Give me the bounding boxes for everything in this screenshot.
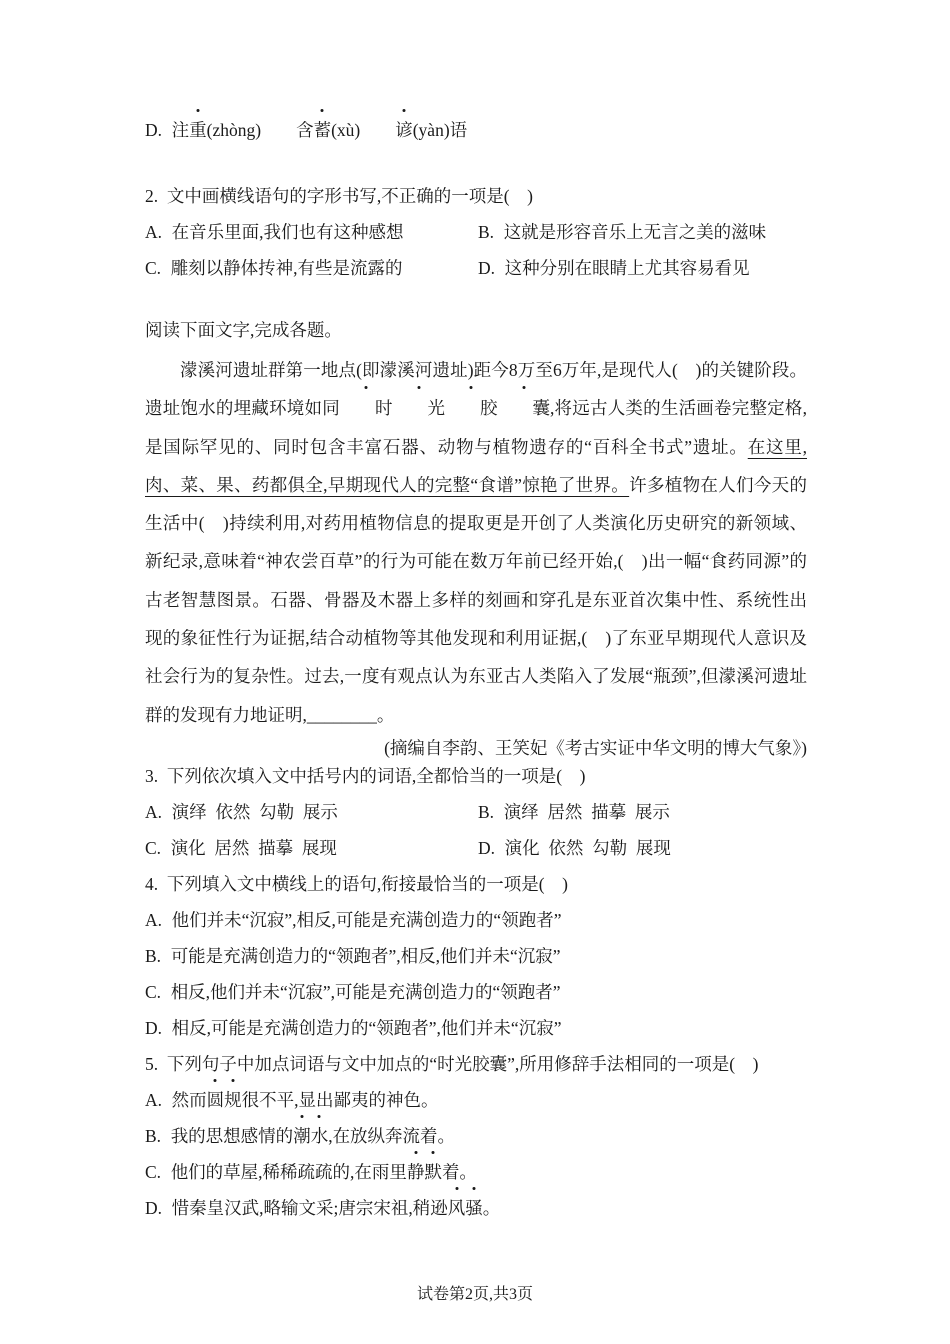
- option-label: A.: [145, 801, 163, 822]
- question-5-stem: 5. 下列句子中加点词语与文中加点的“时光胶囊”,所用修辞手法相同的一项是( ): [145, 1053, 759, 1074]
- reading-passage: 濛溪河遗址群第一地点(即濛溪河遗址)距今8万至6万年,是现代人( )的关键阶段。遗址饱水的埋藏环境如同 时 光 胶 囊,将远古人类的生活画卷完整定格,是国际罕见的、同时包含丰富石器、动物与植物遗存的“百科全书式”遗址。在这里,肉、菜、果、药都俱全,早期现代人的完整“食谱”惊艳了世界。许多植物在人们今天的生活中( )持续利用,对药用植物信息的提取更是开创了人类演化历史研究的新领域、新纪录,意味着“神农尝百草”的行为可能在数万年前已经开始,( )出一幅“食药同源”的古老智慧图景。石器、骨器及木器上多样的刻画和穿孔是东亚首次集中性、系统性出现的象征性行为证据,结合动植物等其他发现和利用证据,( )了东亚早期现代人意识及社会行为的复杂性。过去,一度有观点认为东亚古人类陷入了发展“瓶颈”,但濛溪河遗址群的发现有力地证明,________。: [145, 360, 808, 725]
- option-label: D.: [145, 1197, 163, 1218]
- question-3-option-b: [478, 794, 807, 830]
- option-text: 然而圆规很不平,显出鄙夷的神色。: [172, 1090, 439, 1110]
- option-label: D.: [478, 837, 496, 858]
- option-text: 这就是形容音乐上无言之美的滋味: [503, 222, 767, 242]
- question-2-option-c: [145, 250, 478, 286]
- question-4-stem: 4. 下列填入文中横线上的语句,衔接最恰当的一项是( ): [145, 873, 568, 894]
- question-4-option-a: [145, 902, 807, 938]
- option-label: A.: [145, 909, 163, 930]
- option-label: D.: [145, 1017, 163, 1038]
- option-text: 在音乐里面,我们也有这种感想: [171, 222, 404, 242]
- question-5-option-c: [145, 1154, 807, 1190]
- option-label: C.: [145, 258, 162, 278]
- option-text: 这种分别在眼睛上尤其容易看见: [504, 258, 750, 278]
- option-text: 演绎 依然 勾勒 展示: [171, 801, 338, 822]
- question-2-stem: 2. 文中画横线语句的字形书写,不正确的一项是( ): [145, 186, 533, 206]
- option-label: A.: [145, 222, 163, 242]
- question-3-option-d: [478, 830, 807, 866]
- option-text: 雕刻以静体抟神,有些是流露的: [170, 258, 403, 278]
- option-label: B.: [478, 222, 495, 242]
- option-label: C.: [145, 837, 162, 858]
- question-2-option-d: [478, 250, 807, 286]
- option-label: B.: [145, 1125, 162, 1146]
- option-text: 我的思想感情的潮水,在放纵奔流着。: [171, 1126, 455, 1146]
- question-5-option-a: [145, 1082, 807, 1118]
- option-text: 相反,可能是充满创造力的“领跑者”,他们并未“沉寂”: [171, 1017, 562, 1038]
- question-3-option-a: [145, 794, 478, 830]
- option-text: 惜秦皇汉武,略输文采;唐宗宋祖,稍逊风骚。: [172, 1198, 501, 1218]
- question-3-option-c: [145, 830, 478, 866]
- question-3-options: [145, 794, 807, 866]
- option-label: D.: [145, 120, 163, 140]
- question-2-option-a: [145, 214, 478, 250]
- question-2-option-b: [478, 214, 807, 250]
- option-text: 相反,他们并未“沉寂”,可能是充满创造力的“领跑者”: [170, 981, 561, 1002]
- question-4-option-b: [145, 938, 807, 974]
- option-text: 他们的草屋,稀稀疏疏的,在雨里静默着。: [171, 1162, 477, 1182]
- question-4-option-d: [145, 1010, 807, 1046]
- option-text: 可能是充满创造力的“领跑者”,相反,他们并未“沉寂”: [170, 945, 561, 966]
- passage-source: (摘编自李韵、王笑妃《考古实证中华文明的博大气象》): [384, 737, 807, 758]
- question-1-option-d: [145, 112, 807, 148]
- option-label: D.: [478, 258, 496, 278]
- option-label: B.: [145, 945, 162, 966]
- question-4-option-c: [145, 974, 807, 1010]
- reading-instruction: 阅读下面文字,完成各题。: [145, 320, 342, 340]
- page-number: 试卷第2页,共3页: [416, 1286, 533, 1303]
- option-label: C.: [145, 1161, 162, 1182]
- option-text: 演化 居然 描摹 展现: [170, 837, 337, 858]
- option-text: 他们并未“沉寂”,相反,可能是充满创造力的“领跑者”: [171, 909, 562, 930]
- question-5-option-b: [145, 1118, 807, 1154]
- page-footer: [0, 1277, 950, 1313]
- question-2-options: [145, 214, 807, 286]
- option-label: A.: [145, 1089, 163, 1110]
- question-3-stem: 3. 下列依次填入文中括号内的词语,全都恰当的一项是( ): [145, 765, 586, 786]
- option-label: B.: [478, 801, 495, 822]
- option-text: 注重(zhòng) 含蓄(xù) 谚(yàn)语: [172, 120, 468, 140]
- option-text: 演化 依然 勾勒 展现: [504, 837, 671, 858]
- option-text: 演绎 居然 描摹 展示: [503, 801, 670, 822]
- option-label: C.: [145, 981, 162, 1002]
- page-content: [145, 112, 807, 1226]
- question-5-option-d: [145, 1190, 807, 1226]
